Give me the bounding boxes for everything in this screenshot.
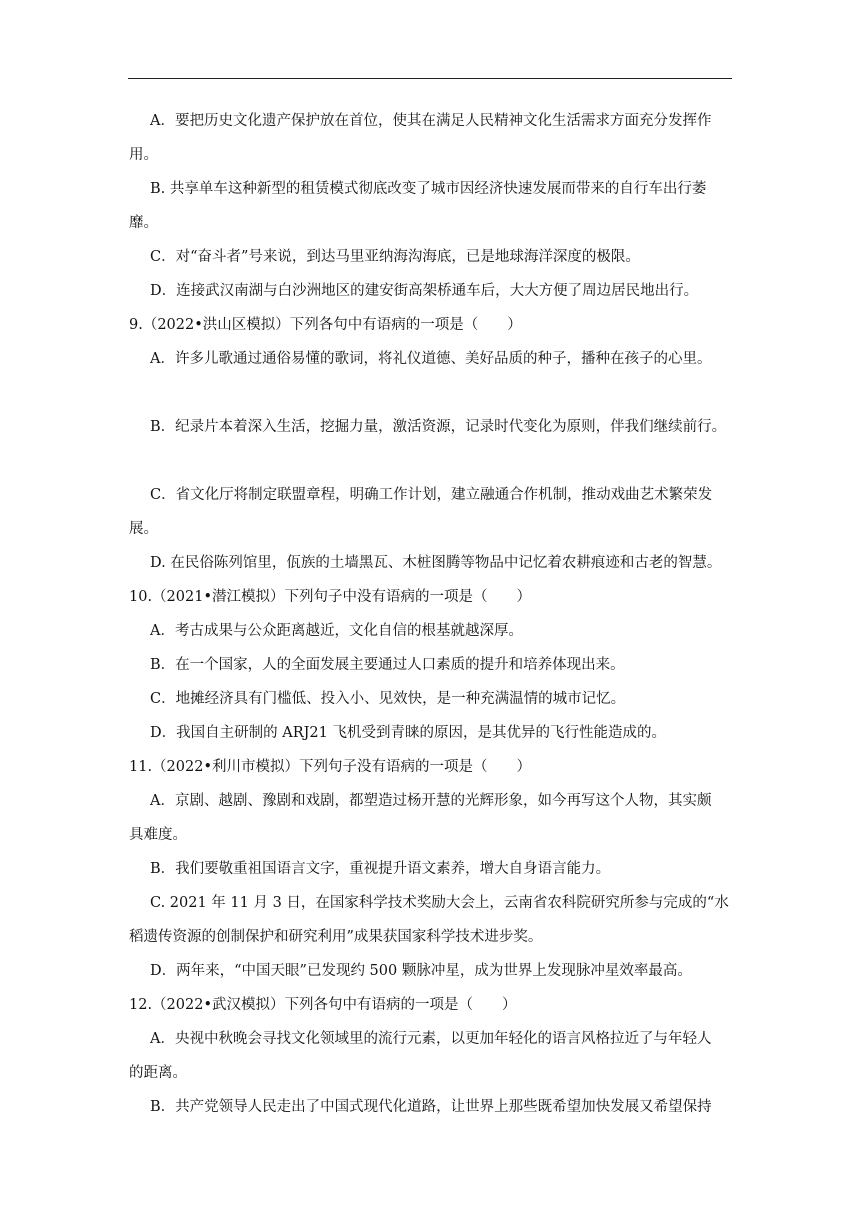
q8-option-a-line2: 用。	[129, 147, 158, 163]
q12-option-a-line1: A．央视中秋晚会寻找文化领域里的流行元素，以更加年轻化的语言风格拉近了与年轻人	[150, 1031, 712, 1047]
question-10-stem: 10.（2021•潜江模拟）下列句子中没有语病的一项是（ ）	[129, 589, 532, 605]
q8-option-b-line2: 靡。	[129, 215, 158, 231]
q10-option-b: B．在一个国家，人的全面发展主要通过人口素质的提升和培养体现出来。	[150, 657, 625, 673]
q8-option-d: D．连接武汉南湖与白沙洲地区的建安街高架桥通车后，大大方便了周边居民地出行。	[150, 283, 699, 299]
header-rule	[128, 78, 732, 79]
q10-option-a: A．考古成果与公众距离越近，文化自信的根基就越深厚。	[150, 623, 523, 639]
q9-option-c-line1: C．省文化厅将制定联盟章程，明确工作计划，建立融通合作机制，推动戏曲艺术繁荣发	[150, 487, 713, 503]
q9-option-c-line2: 展。	[129, 521, 158, 537]
q11-option-b: B．我们要敬重祖国语言文字，重视提升语文素养，增大自身语言能力。	[150, 861, 611, 877]
q12-option-b-line1: B．共产党领导人民走出了中国式现代化道路，让世界上那些既希望加快发展又希望保持	[150, 1099, 712, 1115]
q10-option-d: D．我国自主研制的 ARJ21 飞机受到青睐的原因，是其优异的飞行性能造成的。	[150, 725, 666, 741]
q11-option-c-line2: 稻遗传资源的创制保护和研究利用”成果获国家科学技术进步奖。	[129, 929, 543, 945]
q11-option-a-line2: 具难度。	[129, 827, 187, 843]
question-9-stem: 9.（2022•洪山区模拟）下列各句中有语病的一项是（ ）	[129, 317, 522, 333]
q11-option-c-line1: C. 2021 年 11 月 3 日，在国家科学技术奖励大会上，云南省农科院研究所参与完成的“水	[150, 895, 729, 911]
question-12-stem: 12.（2022•武汉模拟）下列各句中有语病的一项是（ ）	[129, 997, 517, 1013]
q10-option-c: C．地摊经济具有门槛低、投入小、见效快，是一种充满温情的城市记忆。	[150, 691, 626, 707]
question-11-stem: 11.（2022•利川市模拟）下列句子没有语病的一项是（ ）	[129, 759, 532, 775]
q9-option-d: D. 在民俗陈列馆里，佤族的土墙黑瓦、木桩图腾等物品中记忆着农耕痕迹和古老的智慧。	[150, 555, 722, 571]
q8-option-c: C．对“奋斗者”号来说，到达马里亚纳海沟海底，已是地球海洋深度的极限。	[150, 249, 640, 265]
q11-option-d: D．两年来，“中国天眼”已发现约 500 颗脉冲星，成为世界上发现脉冲星效率最高。	[150, 963, 692, 979]
q8-option-a-line1: A．要把历史文化遗产保护放在首位，使其在满足人民精神文化生活需求方面充分发挥作	[150, 113, 712, 129]
q9-option-a: A．许多儿歌通过通俗易懂的歌词，将礼仪道德、美好品质的种子，播种在孩子的心里。	[150, 351, 712, 367]
q8-option-b-line1: B. 共享单车这种新型的租赁模式彻底改变了城市因经济快速发展而带来的自行车出行萎	[150, 181, 707, 197]
q9-option-b: B．纪录片本着深入生活，挖掘力量，激活资源，记录时代变化为原则，伴我们继续前行。	[150, 419, 727, 435]
q11-option-a-line1: A．京剧、越剧、豫剧和戏剧，都塑造过杨开慧的光辉形象，如今再写这个人物，其实颇	[150, 793, 712, 809]
q12-option-a-line2: 的距离。	[129, 1065, 187, 1081]
